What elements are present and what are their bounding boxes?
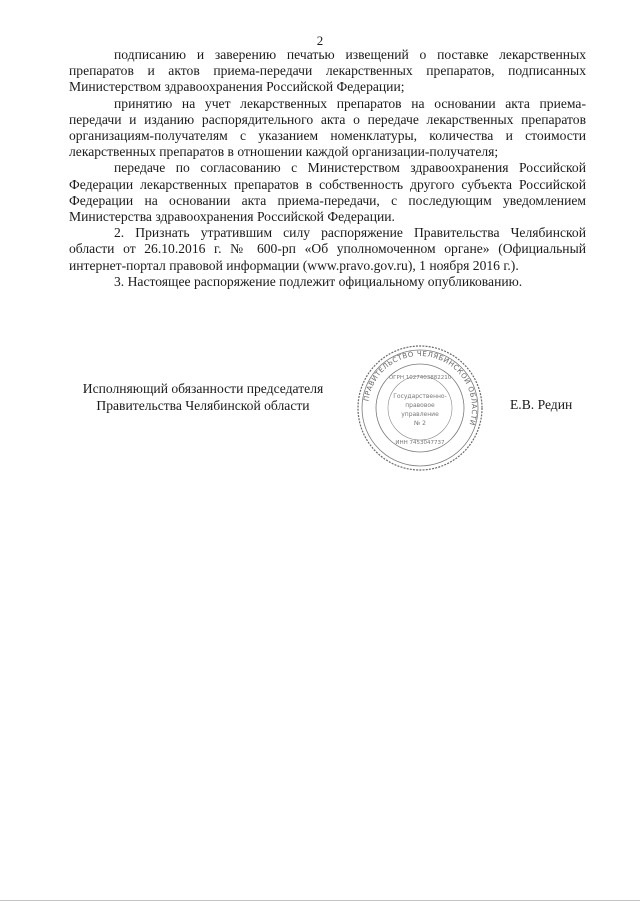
- page-number: 2: [316, 33, 324, 48]
- signatory-name: Е.В. Редин: [510, 397, 573, 412]
- paragraph-1: подписанию и заверению печатью извещений о поставке лекарственных препаратов и актов приема-передачи лекарственных препаратов, подписанных Министерством здравоохранения Российской Федерации;: [69, 47, 586, 95]
- signatory-title-line2: Правительства Челябинской области: [96, 398, 310, 413]
- stamp-inn: ИНН 7453047737: [395, 440, 445, 446]
- document-body: [69, 47, 586, 290]
- stamp-inner-line-3: управление: [401, 411, 439, 418]
- official-stamp: [355, 343, 485, 473]
- stamp-ogrn: ОГРН 1027403882210: [388, 375, 452, 381]
- stamp-outer-text: ПРАВИТЕЛЬСТВО ЧЕЛЯБИНСКОЙ ОБЛАСТИ: [362, 349, 479, 427]
- paragraph-2: принятию на учет лекарственных препаратов на основании акта приема-передачи и изданию распорядительного акта о передаче лекарственных препаратов организациям-получателям с указанием номенклатуры, количества и стоимости лекарственных препаратов в отношении каждой организации-получателя;: [69, 95, 586, 160]
- paragraph-3: передаче по согласованию с Министерством здравоохранения Российской Федерации лекарственных препаратов в собственность другого субъекта Российской Федерации на основании акта приема-передачи, с последующим уведомлением Министерства здравоохранения Российской Федерации.: [69, 160, 586, 225]
- paragraph-5: 3. Настоящее распоряжение подлежит официальному опубликованию.: [114, 273, 523, 289]
- signatory-title: [68, 380, 338, 414]
- signatory-title-line1: Исполняющий обязанности председателя: [82, 381, 324, 396]
- stamp-inner-line-4: № 2: [414, 420, 426, 427]
- scan-edge-line: [0, 900, 640, 901]
- stamp-inner-line-2: правовое: [405, 402, 435, 409]
- paragraph-4: 2. Признать утратившим силу распоряжение Правительства Челябинской области от 26.10.2016 г. № 600-рп «Об уполномоченном органе» (Официальный интернет-портал правовой информации (www.pravo.gov.ru), 1 ноября 2016 г.).: [69, 225, 586, 273]
- stamp-inner-line-1: Государственно-: [393, 393, 447, 400]
